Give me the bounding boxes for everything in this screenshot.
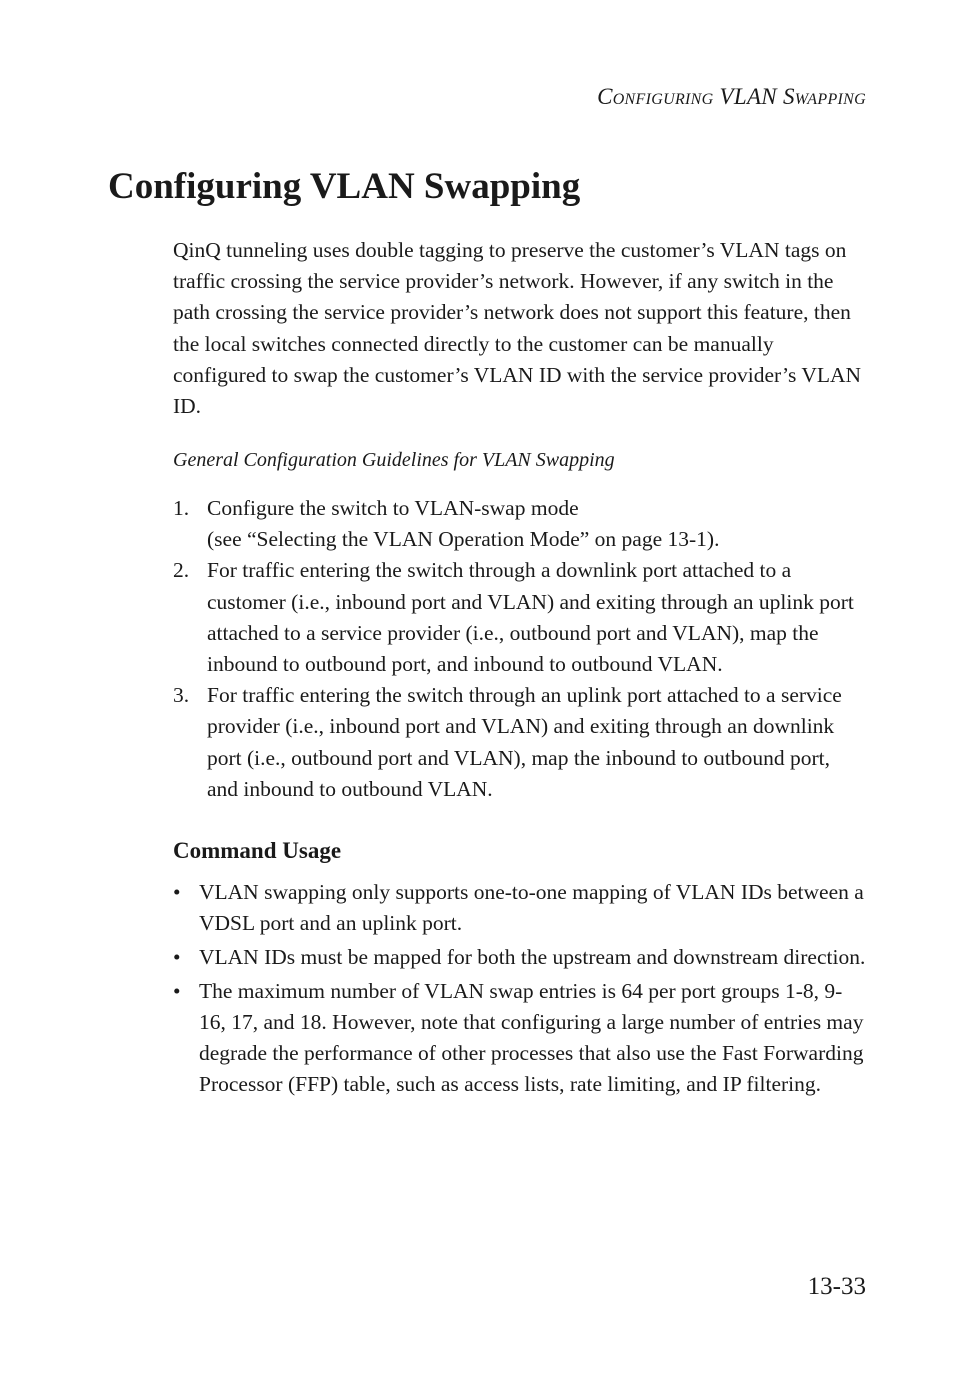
step-text: Configure the switch to VLAN-swap mode [207, 496, 579, 520]
list-item-text: VLAN IDs must be mapped for both the upstream and downstream direction. [199, 945, 866, 969]
step-number: 2. [173, 558, 190, 583]
intro-paragraph: QinQ tunneling uses double tagging to preserve the customer’s VLAN tags on traffic crossing the service provider’s network. However, if any switch in the path crossing the service provider’s network does not support this feature, then the local switches connected directly to the customer can be manually configured to swap the customer’s VLAN ID with the service provider’s VLAN ID. [173, 238, 862, 419]
guideline-step [173, 555, 866, 680]
guidelines-steps [173, 493, 866, 805]
list-item [173, 976, 866, 1101]
running-header: Configuring VLAN Swapping [597, 84, 866, 109]
step-text: For traffic entering the switch through a downlink port attached to a customer (i.e., inbound port and VLAN) and exiting through an uplink port attached to a service provider (i.e., outbound port and VLAN), map the inbound to outbound port, and inbound to outbound VLAN. [207, 558, 854, 677]
list-item-text: VLAN swapping only supports one-to-one mapping of VLAN IDs between a VDSL port and an uplink port. [199, 880, 864, 936]
guideline-step [173, 680, 866, 805]
page-number: 13-33 [807, 1273, 866, 1300]
command-usage-list [173, 877, 866, 1103]
step-text: For traffic entering the switch through an uplink port attached to a service provider (i.e., inbound port and VLAN) and exiting through an downlink port (i.e., outbound port and VLAN), map the inbound to outbound port, and inbound to outbound VLAN. [207, 683, 842, 801]
list-item [173, 877, 866, 939]
guideline-step [173, 493, 866, 555]
bullet-icon: • [173, 945, 181, 969]
step-number: 1. [173, 496, 190, 520]
list-item-text: The maximum number of VLAN swap entries is 64 per port groups 1-8, 9-16, 17, and 18. However, note that configuring a large number of entries may degrade the performance of other processes that also use the Fast Forwarding Processor (FFP) table, such as access lists, rate limiting, and IP filtering. [199, 978, 864, 1097]
step-number: 3. [173, 683, 190, 708]
step-reference: (see “Selecting the VLAN Operation Mode” on page 13-1). [207, 527, 720, 552]
guidelines-heading: General Configuration Guidelines for VLAN Swapping [173, 449, 615, 471]
list-item [173, 942, 866, 973]
bullet-icon: • [173, 978, 181, 1003]
page-title: Configuring VLAN Swapping [108, 166, 581, 207]
bullet-icon: • [173, 880, 181, 904]
command-usage-heading: Command Usage [173, 838, 342, 863]
